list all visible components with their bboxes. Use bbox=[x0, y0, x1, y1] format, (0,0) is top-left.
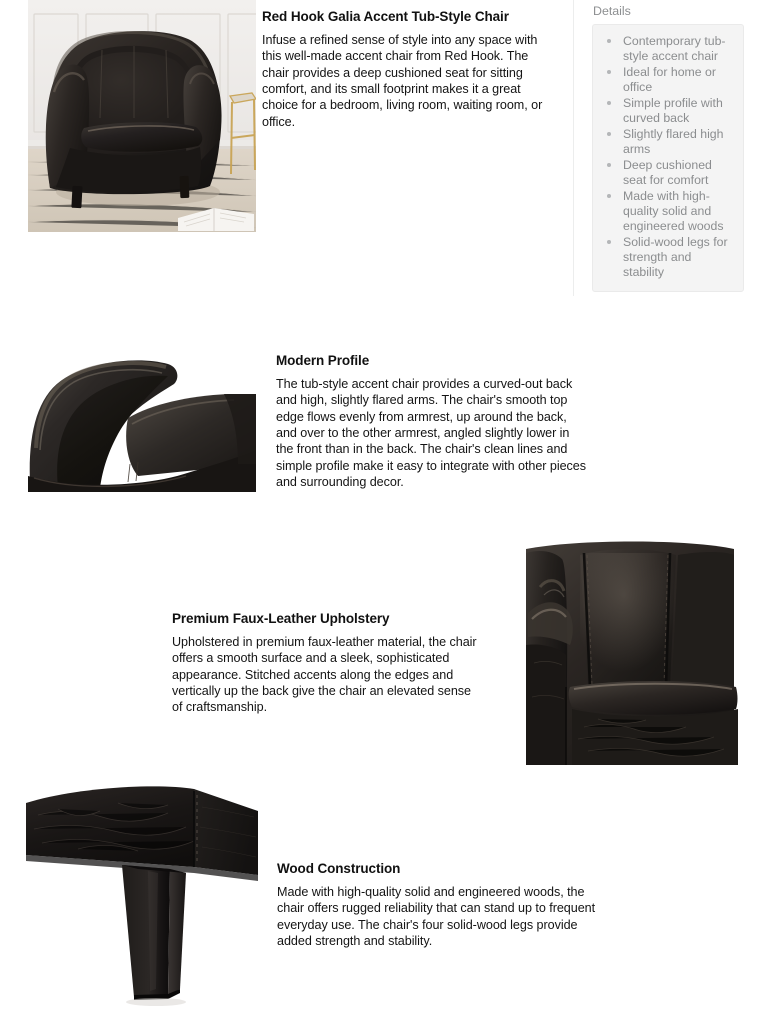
wood-construction-text-block bbox=[277, 861, 597, 949]
hero-product-photo bbox=[28, 0, 256, 232]
modern-profile-photo bbox=[28, 352, 256, 492]
details-list-item bbox=[603, 65, 733, 95]
upholstery-text-block bbox=[172, 611, 484, 716]
upholstery-photo bbox=[518, 537, 742, 770]
details-item-label: Slightly flared high arms bbox=[623, 126, 724, 156]
modern-profile-title: Modern Profile bbox=[276, 353, 370, 368]
details-item-label: Simple profile with curved back bbox=[623, 95, 723, 125]
details-item-label: Solid-wood legs for strength and stability bbox=[623, 234, 728, 279]
details-item-label: Ideal for home or office bbox=[623, 64, 716, 94]
details-item-label: Contemporary tub-style accent chair bbox=[623, 33, 726, 63]
wood-construction-title: Wood Construction bbox=[277, 861, 401, 876]
details-list-item bbox=[603, 158, 733, 188]
details-panel bbox=[592, 4, 744, 292]
bullet-icon bbox=[607, 70, 611, 74]
details-list-item bbox=[603, 34, 733, 64]
details-list-item bbox=[603, 235, 733, 280]
details-item-label: Deep cushioned seat for comfort bbox=[623, 157, 712, 187]
details-box bbox=[592, 24, 744, 292]
details-list-item bbox=[603, 189, 733, 234]
wood-construction-photo bbox=[18, 783, 258, 1011]
bullet-icon bbox=[607, 132, 611, 136]
bullet-icon bbox=[607, 240, 611, 244]
bullet-icon bbox=[607, 39, 611, 43]
details-heading: Details bbox=[593, 4, 631, 18]
details-list bbox=[603, 34, 733, 280]
bullet-icon bbox=[607, 101, 611, 105]
wood-construction-description: Made with high-quality solid and engineered woods, the chair offers rugged reliability that can stand up to frequent everyday use. The chair's four solid-wood legs provide added strength and stability. bbox=[277, 884, 596, 948]
hero-description: Infuse a refined sense of style into any space with this well-made accent chair from Red Hook. The chair provides a deep cushioned seat for sitting comfort, and its small footprint makes it a great choice for a bedroom, living room, waiting room, or office. bbox=[262, 32, 543, 129]
details-list-item bbox=[603, 127, 733, 157]
bullet-icon bbox=[607, 163, 611, 167]
hero-text-block bbox=[262, 9, 554, 130]
details-divider bbox=[573, 0, 574, 296]
modern-profile-text-block bbox=[276, 353, 590, 490]
bullet-icon bbox=[607, 194, 611, 198]
details-list-item bbox=[603, 96, 733, 126]
page-title: Red Hook Galia Accent Tub-Style Chair bbox=[262, 9, 509, 24]
details-item-label: Made with high-quality solid and engineered woods bbox=[623, 188, 724, 233]
upholstery-description: Upholstered in premium faux-leather material, the chair offers a smooth surface and a sleek, sophisticated appearance. Stitched accents along the edges and vertically up the back give the chair an elevated sense of craftsmanship. bbox=[172, 634, 477, 715]
upholstery-title: Premium Faux-Leather Upholstery bbox=[172, 611, 390, 626]
modern-profile-description: The tub-style accent chair provides a curved-out back and high, slightly flared arms. The chair's smooth top edge flows evenly from armrest, up around the back, and over to the other armrest, angled slightly lower in the front than in the back. The chair's clean lines and simple profile make it easy to integrate with other pieces and surrounding decor. bbox=[276, 376, 586, 490]
